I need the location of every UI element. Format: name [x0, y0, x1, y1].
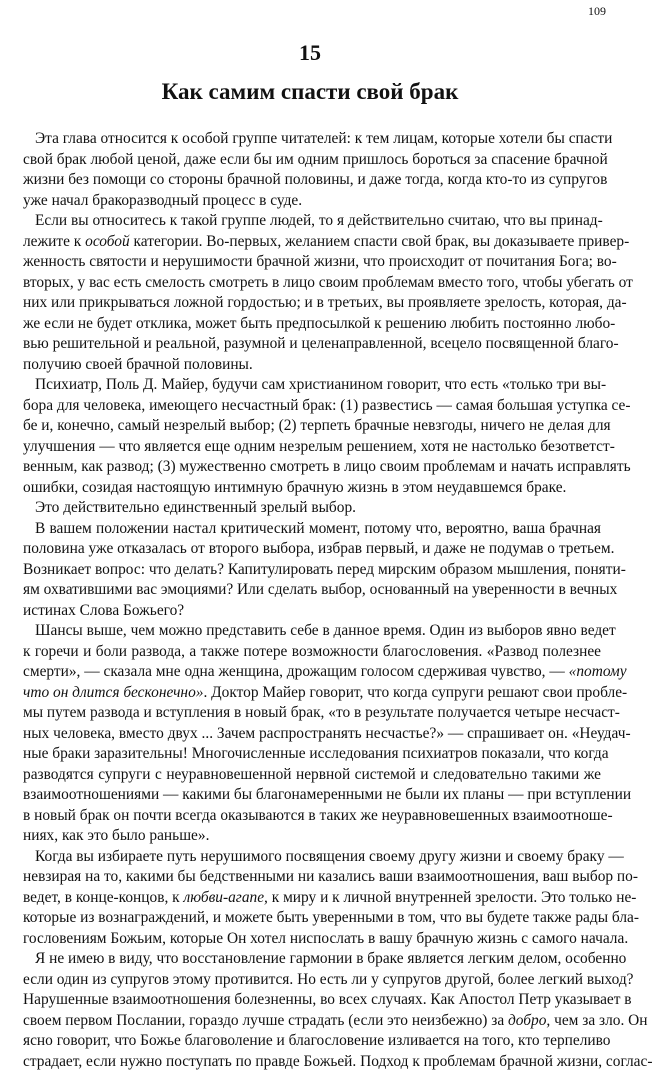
text-line: истинах Слова Божьего? — [23, 601, 601, 622]
text-line: бора для человека, имеющего несчастный брак: (1) развестись — самая большая уступка се- — [23, 396, 601, 417]
italic-text: особой — [85, 233, 130, 250]
text-line: гословениям Божьим, которые Он хотел ниспослать в вашу брачную жизнь с самого начала. — [23, 929, 601, 950]
paragraph — [23, 949, 601, 1072]
text-line: лежите к особой категории. Во-первых, желанием спасти свой брак, вы доказываете привер- — [23, 232, 601, 253]
body-text — [23, 129, 601, 1072]
text-line: бе и, конечно, самый незрелый выбор; (2) терпеть брачные невзгоды, ничего не делая для — [23, 416, 601, 437]
italic-text: «потому — [569, 663, 627, 680]
text-line: взаимоотношениями — какими бы благонамеренными не были их планы — при вступлении — [23, 785, 601, 806]
text-line: венным, как развод; (3) мужественно смотреть в лицо своим проблемам и начать исправлять — [23, 457, 601, 478]
text-line: ные браки заразительны! Многочисленные исследования психиатров показали, что когда — [23, 744, 601, 765]
italic-text: добро, — [508, 1012, 550, 1029]
text-line: мы путем развода и вступления в новый брак, «то в результате получается четыре несчаст- — [23, 703, 601, 724]
text-line: Нарушенные взаимоотношения болезненны, во всех случаях. Как Апостол Петр указывает в — [23, 990, 601, 1011]
paragraph — [23, 129, 601, 211]
text-line: В вашем положении настал критический момент, потому что, вероятно, ваша брачная — [23, 519, 601, 540]
text-line: в новый брак он почти всегда оказываются в таких же неуравновешенных взаимоотноше- — [23, 806, 601, 827]
text-line: Если вы относитесь к такой группе людей, то я действительно считаю, что вы принад- — [23, 211, 601, 232]
text-line: страдает, если нужно поступать по правде Божьей. Подход к проблемам брачной жизни, соглас- — [23, 1052, 601, 1072]
chapter-number: 15 — [0, 40, 620, 66]
text-line: Психиатр, Поль Д. Майер, будучи сам христианином говорит, что есть «только три вы- — [23, 375, 601, 396]
text-line: ям охватившими вас эмоциями? Или сделать выбор, основанный на уверенности в вечных — [23, 580, 601, 601]
text-line: Я не имею в виду, что восстановление гармонии в браке является легким делом, особенно — [23, 949, 601, 970]
text-line: ясно говорит, что Божье благоволение и благословение изливается на того, кто терпеливо — [23, 1031, 601, 1052]
text-line: Возникает вопрос: что делать? Капитулировать перед мирским образом мышления, поняти- — [23, 560, 601, 581]
text-line: половина уже отказалась от второго выбора, избрав первый, и даже не подумав о третьем. — [23, 539, 601, 560]
italic-text: любви-агапе, — [184, 889, 268, 906]
text-line: своем первом Послании, гораздо лучше страдать (если это неизбежно) за добро, чем за зло. Он — [23, 1011, 601, 1032]
text-line: жизни без помощи со стороны брачной половины, и даже тогда, когда кто-то из супругов — [23, 170, 601, 191]
text-line: получию своей брачной половины. — [23, 355, 601, 376]
text-line: ных человека, вместо двух ... Зачем распространять несчастье?» — спрашивает он. «Неудач- — [23, 724, 601, 745]
paragraph — [23, 498, 601, 519]
text-line: если один из супругов этому противится. Но есть ли у супругов другой, более легкий выход? — [23, 970, 601, 991]
italic-text: что он длится бесконечно» — [23, 684, 203, 701]
text-line: ведет, в конце-концов, к любви-агапе, к миру и к личной внутренней зрелости. Это только не- — [23, 888, 601, 909]
text-line: улучшения — что является еще одним незрелым решением, хотя не настолько безответст- — [23, 437, 601, 458]
text-line: Эта глава относится к особой группе читателей: к тем лицам, которые хотели бы спасти — [23, 129, 601, 150]
paragraph — [23, 621, 601, 847]
paragraph — [23, 211, 601, 375]
text-line: же если не будет отклика, может быть предпосылкой к решению любить постоянно любо- — [23, 314, 601, 335]
text-line: Шансы выше, чем можно представить себе в данное время. Один из выборов явно ведет — [23, 621, 601, 642]
text-line: что он длится бесконечно». Доктор Майер говорит, что когда супруги решают свои пробле- — [23, 683, 601, 704]
text-line: уже начал бракоразводный процесс в суде. — [23, 191, 601, 212]
text-line: невзирая на то, какими бы бедственными ни казались ваши взаимоотношения, ваш выбор по- — [23, 867, 601, 888]
text-line: ниях, как это было раньше». — [23, 826, 601, 847]
paragraph — [23, 847, 601, 950]
text-line: смерти», — сказала мне одна женщина, дрожащим голосом сдерживая чувство, — «потому — [23, 662, 601, 683]
text-line: ошибки, созидая настоящую интимную брачную жизнь в этом неудавшемся браке. — [23, 478, 601, 499]
text-line: Когда вы избираете путь нерушимого посвящения своему другу жизни и своему браку — — [23, 847, 601, 868]
paragraph — [23, 519, 601, 622]
text-line: которые из вознаграждений, и можете быть уверенными в том, что вы будете также рады бла- — [23, 908, 601, 929]
text-line: них или прикрываться ложной гордостью; и в третьих, вы проявляете зрелость, которая, да- — [23, 293, 601, 314]
text-line: вью решительной и реальной, разумной и целенаправленной, всецело посвященной благо- — [23, 334, 601, 355]
text-line: Это действительно единственный зрелый выбор. — [23, 498, 601, 519]
page-number: 109 — [588, 4, 606, 19]
text-line: к горечи и боли развода, а также потере возможности благословения. «Развод полезнее — [23, 642, 601, 663]
text-line: вторых, у вас есть смелость смотреть в лицо своим проблемам вместо того, чтобы убегать от — [23, 273, 601, 294]
text-line: свой брак любой ценой, даже если бы им одним пришлось бороться за спасение брачной — [23, 150, 601, 171]
text-line: женность святости и нерушимости брачной жизни, что происходит от почитания Бога; во- — [23, 252, 601, 273]
paragraph — [23, 375, 601, 498]
chapter-title: Как самим спасти свой брак — [0, 79, 620, 105]
text-line: разводятся супруги с неуравновешенной нервной системой и следовательно такими же — [23, 765, 601, 786]
